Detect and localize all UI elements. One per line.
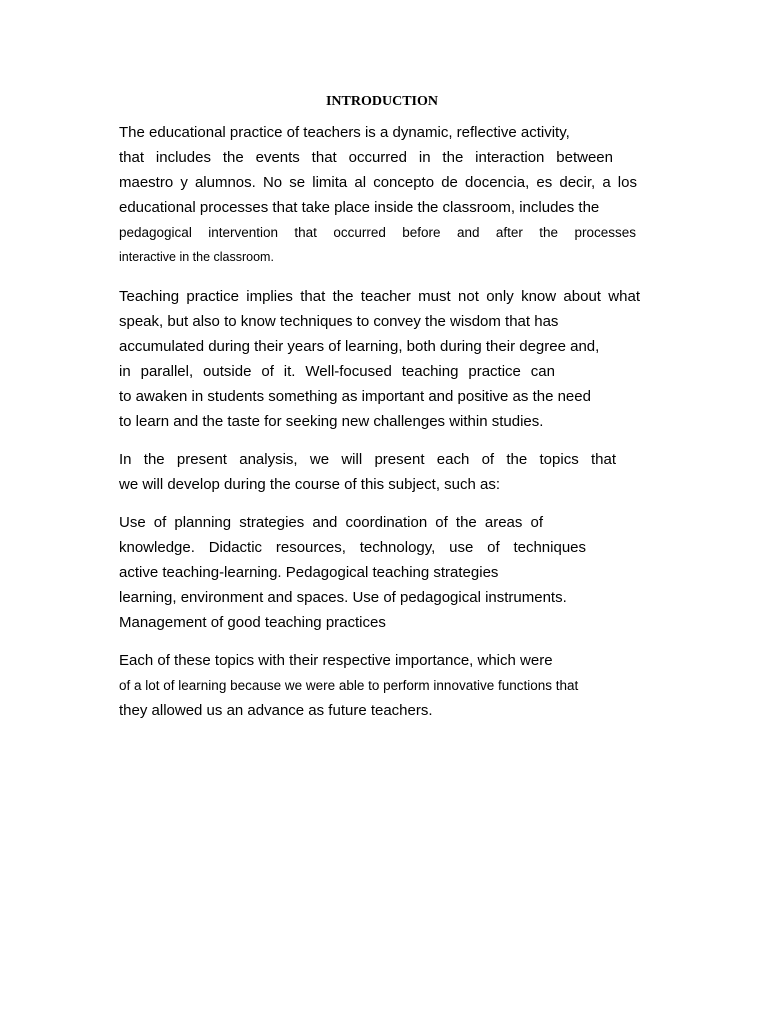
paragraph-line: Use of planning strategies and coordination of the areas of <box>119 514 543 531</box>
paragraph-line: educational processes that take place inside the classroom, includes the <box>119 199 600 216</box>
paragraph-line: we will develop during the course of this subject, such as: <box>119 476 501 493</box>
paragraph-line: in parallel, outside of it. Well-focused teaching practice can <box>119 363 555 380</box>
paragraph-5 <box>119 648 621 723</box>
paragraph-3 <box>119 447 616 497</box>
paragraph-2 <box>119 284 640 434</box>
paragraph-line: of a lot of learning because we were able to perform innovative functions that <box>119 678 579 693</box>
paragraph-line: learning, environment and spaces. Use of pedagogical instruments. <box>119 589 567 606</box>
paragraph-line: interactive in the classroom. <box>119 250 274 264</box>
paragraph-line: to awaken in students something as important and positive as the need <box>119 388 591 405</box>
paragraph-line: accumulated during their years of learning, both during their degree and, <box>119 338 600 355</box>
paragraph-line: that includes the events that occurred in the interaction between <box>119 149 613 166</box>
paragraph-line: The educational practice of teachers is a dynamic, reflective activity, <box>119 124 570 141</box>
paragraph-line: In the present analysis, we will present each of the topics that <box>119 451 616 468</box>
paragraph-line: pedagogical intervention that occurred before and after the processes <box>119 225 636 240</box>
paragraph-line: they allowed us an advance as future teachers. <box>119 702 433 719</box>
paragraph-1 <box>119 120 637 270</box>
paragraph-line: to learn and the taste for seeking new challenges within studies. <box>119 413 544 430</box>
paragraph-line: knowledge. Didactic resources, technology, use of techniques <box>119 539 586 556</box>
paragraph-line: Teaching practice implies that the teacher must not only know about what <box>119 288 640 305</box>
paragraph-4 <box>119 510 589 635</box>
paragraph-line: speak, but also to know techniques to convey the wisdom that has <box>119 313 559 330</box>
paragraph-line: Management of good teaching practices <box>119 614 386 631</box>
paragraph-line: maestro y alumnos. No se limita al concepto de docencia, es decir, a los <box>119 174 637 191</box>
paragraph-line: Each of these topics with their respective importance, which were <box>119 652 553 669</box>
paragraph-line: active teaching-learning. Pedagogical teaching strategies <box>119 564 499 581</box>
page-title: INTRODUCTION <box>325 94 438 109</box>
